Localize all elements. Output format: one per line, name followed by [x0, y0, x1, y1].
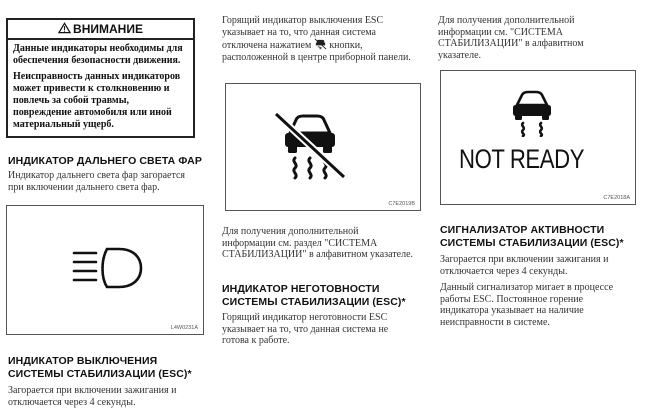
high-beam-heading: ИНДИКАТОР ДАЛЬНЕГО СВЕТА ФАР	[8, 155, 202, 167]
figure-code: C7E2019B	[388, 201, 415, 207]
esc-off-icon	[270, 111, 350, 183]
esc-not-ready-heading-line2: СИСТЕМЫ СТАБИЛИЗАЦИИ (ESC)*	[222, 296, 406, 308]
high-beam-text: Индикатор дальнего света фар загорается при включении дальнего света фар.	[8, 170, 185, 193]
esc-off-description	[222, 15, 417, 63]
esc-off-figure	[225, 83, 421, 211]
warning-box	[6, 18, 195, 138]
figure-code: C7E2018A	[603, 195, 630, 201]
esc-active-heading-line2: СИСТЕМЫ СТАБИЛИЗАЦИИ (ESC)*	[440, 237, 624, 249]
warning-text-1: Данные индикаторы необходимы для обеспечения безопасности движения.	[13, 43, 183, 66]
esc-off-heading-line2: СИСТЕМЫ СТАБИЛИЗАЦИИ (ESC)*	[8, 368, 192, 380]
esc-not-ready-heading	[222, 283, 432, 309]
high-beam-figure	[6, 205, 204, 335]
warning-title: ВНИМАНИЕ	[73, 22, 143, 36]
esc-off-heading	[8, 355, 218, 381]
esc-off-text: Загорается при включении зажигания и отключается через 4 секунды.	[8, 385, 177, 408]
warning-text-2: Неисправность данных индикаторов может привести к столкновению и повлечь за собой травмы, повреждение автомобиля или иной материальный ущерб.	[13, 71, 181, 130]
esc-not-ready-text: Горящий индикатор неготовности ESC указывает на то, что данная система не готова к работе.	[222, 312, 389, 346]
esc-not-ready-reference: Для получения дополнительной информации см. "СИСТЕМА СТАБИЛИЗАЦИИ" в алфавитном указателе.	[438, 15, 584, 61]
esc-off-reference: Для получения дополнительной информации см. раздел "СИСТЕМА СТАБИЛИЗАЦИИ" в алфавитном указателе.	[222, 226, 414, 260]
esc-active-text-1: Загорается при включении зажигания и отключается через 4 секунды.	[440, 254, 609, 277]
high-beam-icon	[71, 246, 149, 290]
warning-header	[8, 20, 193, 40]
esc-off-description-end: кнопки, расположенной в центре приборной панели.	[222, 40, 411, 63]
esc-off-description-start: Горящий индикатор выключения ESC указывает на то, что данная система отключена нажатием	[222, 15, 384, 51]
esc-active-heading-line1: СИГНАЛИЗАТОР АКТИВНОСТИ	[440, 224, 605, 236]
esc-off-heading-line1: ИНДИКАТОР ВЫКЛЮЧЕНИЯ	[8, 355, 158, 367]
esc-active-text-2: Данный сигнализатор мигает в процессе работы ESC. Постоянное горение индикатора указывает на наличие неисправности в системе.	[440, 282, 614, 328]
warning-triangle-icon	[58, 22, 71, 34]
not-ready-label: NOT READY	[459, 144, 585, 174]
esc-not-ready-figure	[440, 70, 636, 205]
esc-not-ready-heading-line1: ИНДИКАТОР НЕГОТОВНОСТИ	[222, 283, 380, 295]
esc-off-button-icon	[314, 38, 327, 50]
esc-active-heading	[440, 224, 645, 250]
esc-icon	[507, 89, 557, 137]
figure-code: L4W0231A	[170, 325, 198, 331]
